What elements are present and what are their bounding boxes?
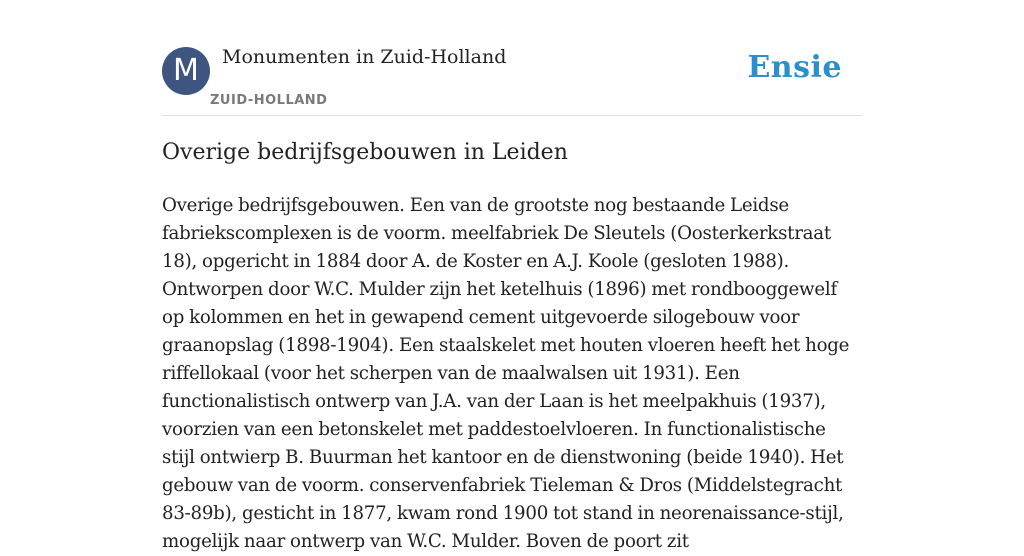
- brand-logo[interactable]: Ensie: [747, 50, 842, 85]
- header-divider: [162, 115, 862, 116]
- avatar[interactable]: [162, 47, 210, 95]
- page: [162, 0, 862, 552]
- collection-header: [162, 0, 862, 116]
- article-title: Overige bedrijfsgebouwen in Leiden: [162, 140, 568, 165]
- article-body: Overige bedrijfsgebouwen. Een van de grootste nog bestaande Leidse fabriekscomplexen is de voorm. meelfabriek De Sleutels (Oosterkerkstraat 18), opgericht in 1884 door A. de Koster en A.J. Koole (gesloten 1988). Ontworpen door W.C. Mulder zijn het ketelhuis (1896) met rondbooggewelf op kolommen en het in gewapend cement uitgevoerde silogebouw voor graanopslag (1898-1904). Een staalskelet met houten vloeren heeft het hoge riffellokaal (voor het scherpen van de maalwalsen uit 1931). Een functionalistisch ontwerp van J.A. van der Laan is het meelpakhuis (1937), voorzien van een betonskelet met paddestoelvloeren. In functionalistische stijl ontwierp B. Buurman het kantoor en de dienstwoning (beide 1940). Het gebouw van de voorm. conservenfabriek Tieleman & Dros (Middelstegracht 83-89b), gesticht in 1877, kwam rond 1900 tot stand in neorenaissance-stijl, mogelijk naar ontwerp van W.C. Mulder. Boven de poort zit: [162, 195, 850, 552]
- collection-category[interactable]: ZUID-HOLLAND: [210, 93, 328, 108]
- avatar-letter: M: [173, 53, 199, 88]
- collection-title[interactable]: Monumenten in Zuid-Holland: [222, 46, 507, 68]
